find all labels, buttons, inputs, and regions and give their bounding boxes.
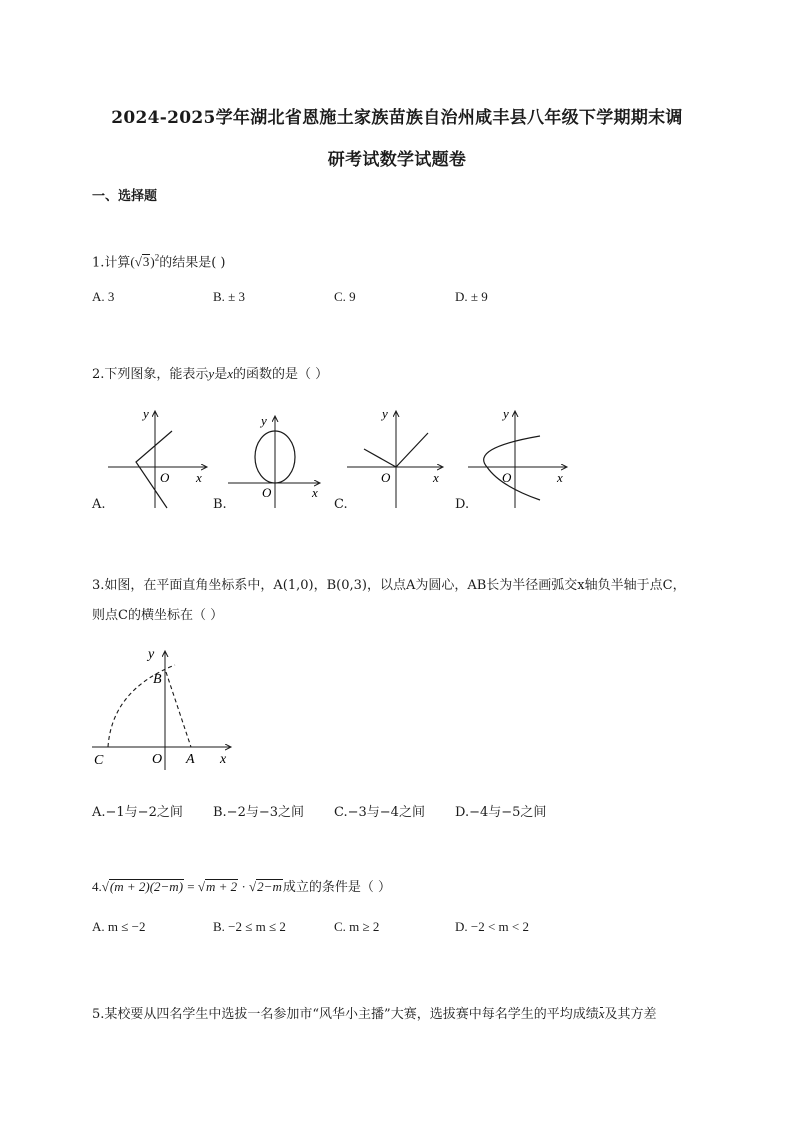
q2-text-3: 的函数的是（ ）	[232, 367, 329, 382]
q4-radicand-b: 2−m	[257, 879, 282, 894]
q1-option-b: B. ± 3	[213, 289, 246, 304]
graph-d-origin: O	[502, 470, 512, 485]
q1-prefix: 1.计算	[92, 255, 131, 271]
q3-label-o: O	[152, 752, 163, 767]
q1-option-c: C. 9	[334, 289, 356, 304]
q3-option-c: C.−3与−4之间	[334, 805, 425, 820]
q2-label-c: C.	[334, 497, 348, 512]
q2-label-d: D.	[455, 497, 470, 512]
q1-option-d: D. ± 9	[455, 289, 488, 304]
q4-radicand-a: m + 2	[206, 879, 238, 894]
q4-option-c: C. m ≥ 2	[334, 919, 380, 934]
question-5	[92, 1004, 657, 1025]
question-3-line1: 3.如图，在平面直角坐标系中，A(1,0)，B(0,3)，以点A为圆心，AB长为半径画弧交x轴负半轴于点C，	[92, 578, 686, 593]
q4-option-a: A. m ≤ −2	[92, 919, 146, 934]
q3-label-c: C	[94, 753, 104, 768]
q1-exponent: 2	[154, 253, 160, 263]
exam-title-line1: 2024-2025学年湖北省恩施土家族苗族自治州咸丰县八年级下学期期末调	[111, 108, 683, 128]
q2-text-1: 2.下列图象，能表示	[92, 367, 209, 382]
q2-graph-c	[347, 406, 443, 508]
graph-c-y-label: y	[382, 406, 388, 421]
graph-b-origin: O	[262, 485, 272, 500]
q1-option-a: A. 3	[92, 289, 115, 304]
q4-option-d: D. −2 < m < 2	[455, 919, 529, 934]
q1-suffix: 的结果是( )	[159, 255, 226, 271]
graph-a-origin: O	[160, 470, 170, 485]
q2-var-y: y	[208, 366, 215, 381]
q4-option-b: B. −2 ≤ m ≤ 2	[213, 919, 286, 934]
q3-option-d: D.−4与−5之间	[455, 805, 547, 820]
graph-a-y-label: y	[143, 406, 149, 421]
q5-text-after: 及其方差	[604, 1007, 657, 1022]
q3-option-b: B.−2与−3之间	[213, 805, 305, 820]
exam-title-line2: 研考试数学试题卷	[327, 150, 467, 170]
q2-text-2: 是	[214, 367, 228, 382]
q5-text-before: 5.某校要从四名学生中选拔一名参加市“风华小主播”大赛，选拔赛中每名学生的平均成绩	[92, 1007, 599, 1022]
q3-figure	[92, 647, 231, 770]
question-3-line2: 则点C的横坐标在（ ）	[92, 608, 224, 623]
q3-label-x: x	[220, 752, 227, 767]
q2-graph-d	[468, 406, 567, 508]
graph-d-y-label: y	[503, 406, 509, 421]
q2-graph-b	[228, 413, 320, 508]
q4-suffix: 成立的条件是（ ）	[282, 880, 391, 895]
q4-equals: =	[184, 879, 198, 894]
q3-option-a: A.−1与−2之间	[92, 805, 183, 820]
graph-b-y-label: y	[261, 413, 267, 428]
q3-label-b: B	[153, 672, 162, 687]
q5-mean-symbol: x	[598, 1006, 605, 1021]
q2-label-b: B.	[213, 497, 227, 512]
q4-number: 4.	[92, 879, 102, 894]
section-heading-choice: 一、选择题	[92, 189, 158, 204]
q1-expression: $(√3)^2$	[130, 253, 160, 270]
q3-label-y: y	[148, 647, 155, 662]
graph-d-curve	[484, 436, 540, 500]
q2-label-a: A.	[92, 497, 106, 512]
q4-dot: ·	[238, 879, 250, 894]
q2-var-x: x	[227, 366, 233, 381]
question-4: 4.√(m + 2)(2−m) = √m + 2 · √2−m成立的条件是（ ）	[92, 879, 391, 895]
q4-radicand-left: (m + 2)(2−m)	[109, 879, 184, 894]
q3-label-a: A	[186, 752, 195, 767]
graph-c-origin: O	[381, 470, 391, 485]
graph-a-x-label: x	[196, 470, 202, 485]
q3-segment-ab	[166, 672, 191, 747]
graph-b-x-label: x	[312, 485, 318, 500]
graph-d-x-label: x	[557, 470, 563, 485]
q1-radicand: 3	[142, 254, 150, 270]
graph-c-x-label: x	[433, 470, 439, 485]
q2-graph-a	[108, 406, 207, 508]
